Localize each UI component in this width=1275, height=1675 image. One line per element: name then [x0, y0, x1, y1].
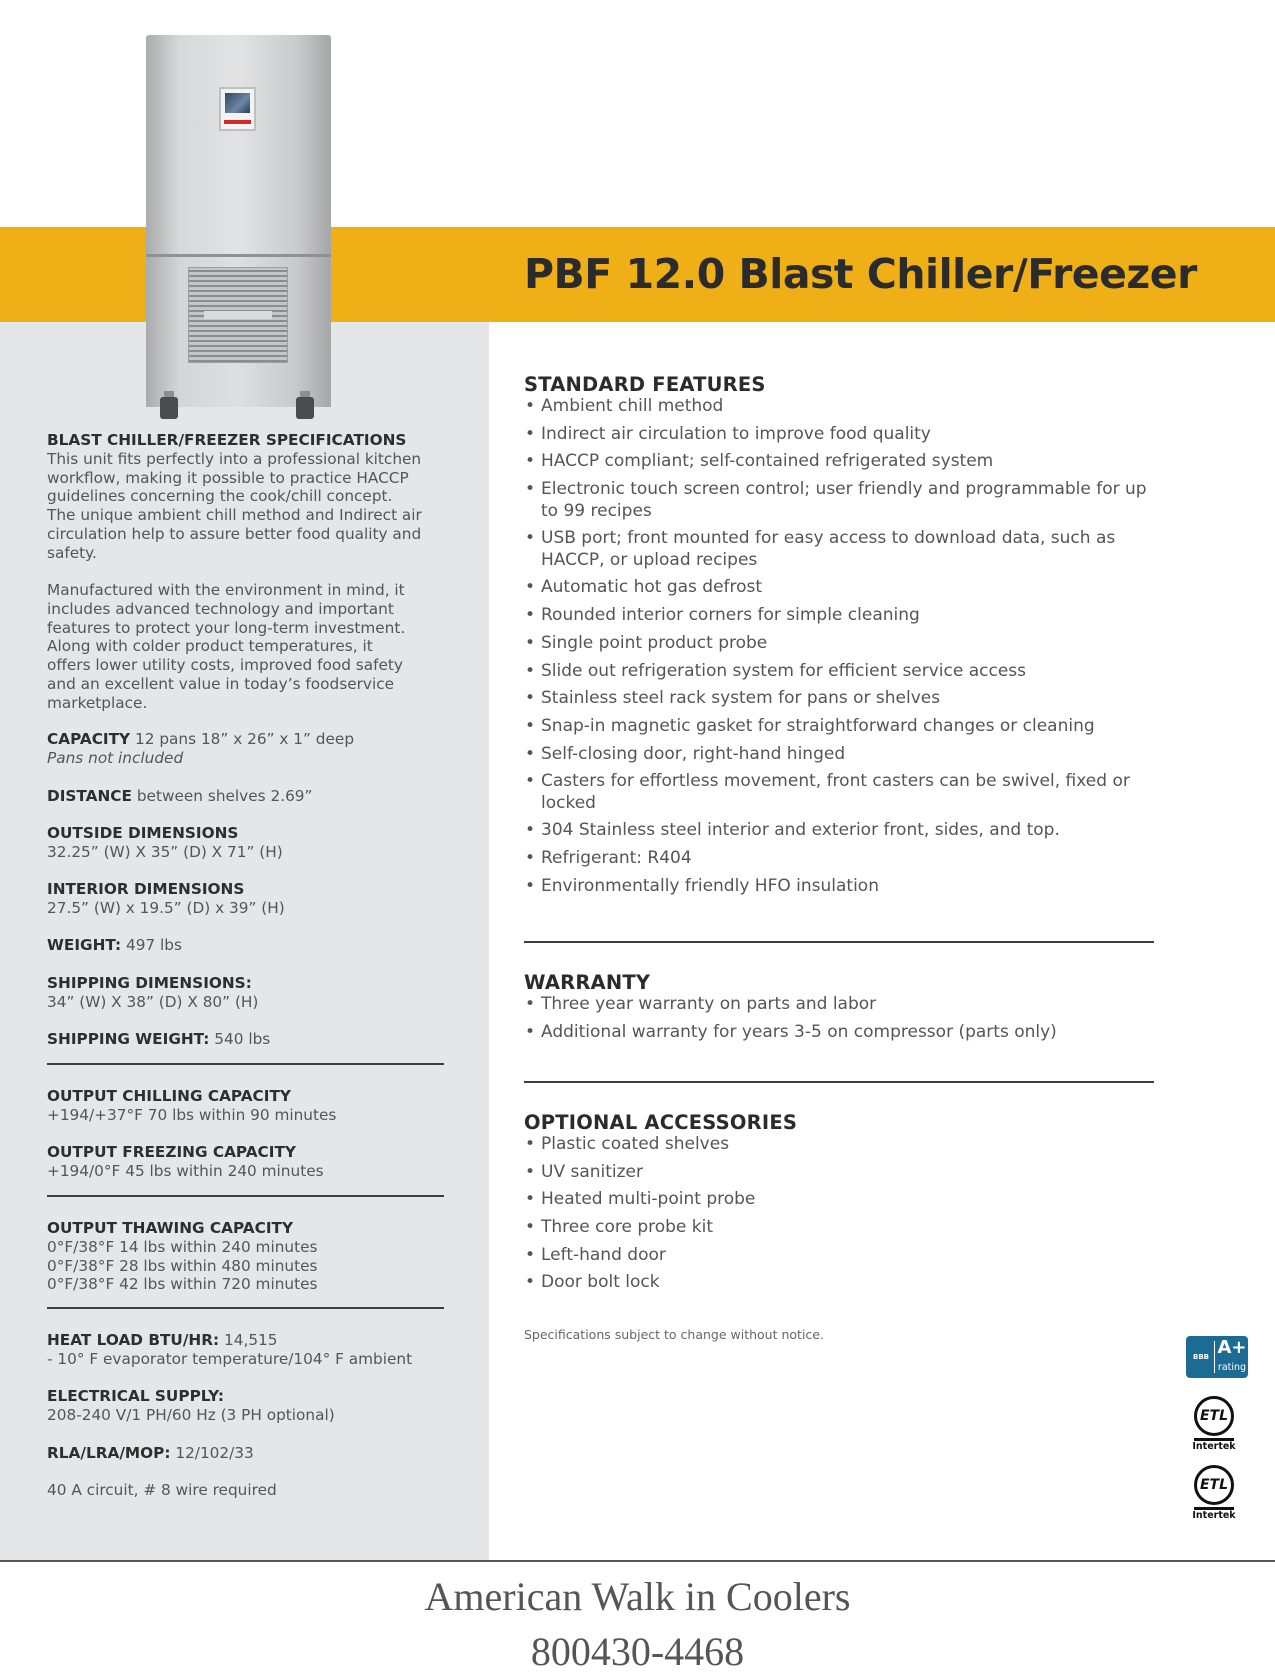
- heat-load-label: HEAT LOAD BTU/HR:: [47, 1331, 220, 1349]
- divider: [47, 1307, 444, 1309]
- capacity-value: 12 pans 18” x 26” x 1” deep: [130, 730, 355, 748]
- para-line: and an excellent value in today’s foodservice: [47, 674, 395, 693]
- screen-display: [225, 93, 250, 113]
- accessories-list: [524, 1134, 1164, 1300]
- intro-line: workflow, making it possible to practice HACCP: [47, 468, 409, 487]
- shipping-weight-label: SHIPPING WEIGHT:: [47, 1030, 210, 1048]
- control-screen: [219, 87, 256, 131]
- list-item: • Slide out refrigeration system for efficient service access: [524, 661, 1164, 683]
- electrical-supply-label: ELECTRICAL SUPPLY:: [47, 1387, 225, 1405]
- page-title: PBF 12.0 Blast Chiller/Freezer: [524, 250, 1197, 298]
- intro-line: The unique ambient chill method and Indirect air: [47, 506, 422, 525]
- accessories-heading: OPTIONAL ACCESSORIES: [524, 1111, 798, 1134]
- para-line: Manufactured with the environment in mind, it: [47, 581, 405, 599]
- list-item: • Refrigerant: R404: [524, 848, 1164, 870]
- capacity-label: CAPACITY: [47, 730, 131, 748]
- list-item: • Stainless steel rack system for pans or shelves: [524, 688, 1164, 710]
- list-item: • Three core probe kit: [524, 1217, 1164, 1239]
- shipping-dimensions-value: 34” (W) X 38” (D) X 80” (H): [47, 992, 259, 1011]
- list-item: • Three year warranty on parts and labor: [524, 994, 1164, 1016]
- bbb-rating-label: rating: [1217, 1362, 1247, 1373]
- list-item: • Automatic hot gas defrost: [524, 577, 1164, 599]
- disclaimer-note: Specifications subject to change without notice.: [524, 1327, 824, 1342]
- warranty-list: [524, 994, 1164, 1049]
- etl-logo-icon: ETL: [1194, 1465, 1234, 1505]
- list-item: • Left-hand door: [524, 1245, 1164, 1267]
- spec-heading: BLAST CHILLER/FREEZER SPECIFICATIONS: [47, 431, 407, 449]
- warranty-heading: WARRANTY: [524, 971, 651, 994]
- rla-value: 12/102/33: [170, 1444, 254, 1462]
- heat-load-value: 14,515: [219, 1331, 278, 1349]
- caster-wheel: [296, 397, 314, 419]
- rla-label: RLA/LRA/MOP:: [47, 1444, 171, 1462]
- para-line: Along with colder product temperatures, it: [47, 637, 373, 656]
- thawing-capacity-label: OUTPUT THAWING CAPACITY: [47, 1219, 294, 1237]
- list-item: • Single point product probe: [524, 633, 1164, 655]
- interior-dimensions-spec: [47, 880, 467, 918]
- distance-spec: [47, 787, 467, 806]
- intro-line: guidelines concerning the cook/chill concept.: [47, 487, 393, 506]
- list-item: • USB port; front mounted for easy access to download data, such as HACCP, or upload recipes: [524, 528, 1164, 571]
- para-line: offers lower utility costs, improved food safety: [47, 656, 403, 675]
- screen-red-strip: [224, 120, 251, 124]
- spec-paragraph-2: [47, 581, 467, 713]
- vent-logo: [204, 311, 272, 319]
- heat-load-spec: [47, 1331, 467, 1369]
- chilling-capacity-value: +194/+37°F 70 lbs within 90 minutes: [47, 1105, 337, 1124]
- chilling-capacity-spec: [47, 1087, 467, 1125]
- divider: [524, 941, 1154, 943]
- product-image: [146, 35, 331, 405]
- footer-company-name: American Walk in Coolers: [424, 1574, 851, 1619]
- divider: [47, 1063, 444, 1065]
- para-line: includes advanced technology and important: [47, 599, 394, 618]
- list-item: • Rounded interior corners for simple cleaning: [524, 605, 1164, 627]
- para-line: marketplace.: [47, 693, 148, 712]
- rla-spec: [47, 1444, 467, 1463]
- list-item: • HACCP compliant; self-contained refrigerated system: [524, 451, 1164, 473]
- heat-load-note: - 10° F evaporator temperature/104° F ambient: [47, 1349, 413, 1368]
- caster-wheel: [160, 397, 178, 419]
- electrical-supply-value: 208-240 V/1 PH/60 Hz (3 PH optional): [47, 1405, 335, 1424]
- chilling-capacity-label: OUTPUT CHILLING CAPACITY: [47, 1087, 291, 1105]
- outside-dimensions-spec: [47, 824, 467, 862]
- bbb-grade: A+: [1217, 1337, 1247, 1358]
- footer-divider: [0, 1560, 1275, 1562]
- distance-label: DISTANCE: [47, 787, 132, 805]
- intro-line: circulation help to assure better food quality and: [47, 524, 422, 543]
- list-item: • Door bolt lock: [524, 1272, 1164, 1294]
- capacity-note: Pans not included: [47, 748, 184, 767]
- capacity-spec: [47, 730, 467, 768]
- list-item: • Indirect air circulation to improve food quality: [524, 424, 1164, 446]
- unit-upper-door: [146, 35, 331, 255]
- weight-label: WEIGHT:: [47, 936, 122, 954]
- list-item: • Environmentally friendly HFO insulation: [524, 876, 1164, 898]
- intro-line: safety.: [47, 543, 97, 562]
- divider: [524, 1081, 1154, 1083]
- freezing-capacity-value: +194/0°F 45 lbs within 240 minutes: [47, 1161, 324, 1180]
- para-line: features to protect your long-term investment.: [47, 618, 406, 637]
- etl-logo-icon: ETL: [1194, 1396, 1234, 1436]
- list-item: • Heated multi-point probe: [524, 1189, 1164, 1211]
- electrical-supply-spec: [47, 1387, 467, 1425]
- list-item: • Plastic coated shelves: [524, 1134, 1164, 1156]
- outside-dimensions-label: OUTSIDE DIMENSIONS: [47, 824, 239, 842]
- etl-sanitation-mark: [1190, 1465, 1238, 1527]
- list-item: • Electronic touch screen control; user friendly and programmable for up to 99 recipes: [524, 479, 1164, 522]
- divider: [47, 1195, 444, 1197]
- badge-separator: [1214, 1341, 1215, 1373]
- bbb-rating-badge: [1186, 1336, 1248, 1378]
- intertek-label: Intertek: [1192, 1441, 1236, 1452]
- thawing-line: 0°F/38°F 14 lbs within 240 minutes: [47, 1237, 318, 1256]
- list-item: • Ambient chill method: [524, 396, 1164, 418]
- freezing-capacity-spec: [47, 1143, 467, 1181]
- standard-features-heading: STANDARD FEATURES: [524, 373, 766, 396]
- list-item: • 304 Stainless steel interior and exterior front, sides, and top.: [524, 820, 1164, 842]
- freezing-capacity-label: OUTPUT FREEZING CAPACITY: [47, 1143, 296, 1161]
- spec-intro: [47, 431, 467, 563]
- intertek-label: Intertek: [1192, 1510, 1236, 1521]
- thawing-line: 0°F/38°F 28 lbs within 480 minutes: [47, 1256, 318, 1275]
- list-item: • Casters for effortless movement, front casters can be swivel, fixed or locked: [524, 771, 1164, 814]
- list-item: • UV sanitizer: [524, 1162, 1164, 1184]
- thawing-line: 0°F/38°F 42 lbs within 720 minutes: [47, 1275, 318, 1294]
- outside-dimensions-value: 32.25” (W) X 35” (D) X 71” (H): [47, 842, 283, 861]
- bbb-torch-icon: BBB: [1192, 1353, 1209, 1361]
- standard-features-list: [524, 396, 1164, 904]
- thawing-capacity-spec: [47, 1219, 467, 1294]
- list-item: • Additional warranty for years 3-5 on compressor (parts only): [524, 1022, 1164, 1044]
- weight-value: 497 lbs: [121, 936, 182, 954]
- shipping-dimensions-spec: [47, 974, 467, 1012]
- list-item: • Self-closing door, right-hand hinged: [524, 744, 1164, 766]
- list-item: • Snap-in magnetic gasket for straightforward changes or cleaning: [524, 716, 1164, 738]
- interior-dimensions-label: INTERIOR DIMENSIONS: [47, 880, 245, 898]
- weight-spec: [47, 936, 467, 955]
- intro-line: This unit fits perfectly into a professional kitchen: [47, 449, 422, 468]
- footer-phone: 800430-4468: [530, 1629, 745, 1674]
- distance-value: between shelves 2.69”: [131, 787, 313, 805]
- circuit-spec: 40 A circuit, # 8 wire required: [47, 1481, 277, 1499]
- shipping-weight-spec: [47, 1030, 467, 1049]
- shipping-weight-value: 540 lbs: [209, 1030, 271, 1048]
- etl-listed-mark: [1190, 1396, 1238, 1458]
- interior-dimensions-value: 27.5” (W) x 19.5” (D) x 39” (H): [47, 898, 285, 917]
- shipping-dimensions-label: SHIPPING DIMENSIONS:: [47, 974, 252, 992]
